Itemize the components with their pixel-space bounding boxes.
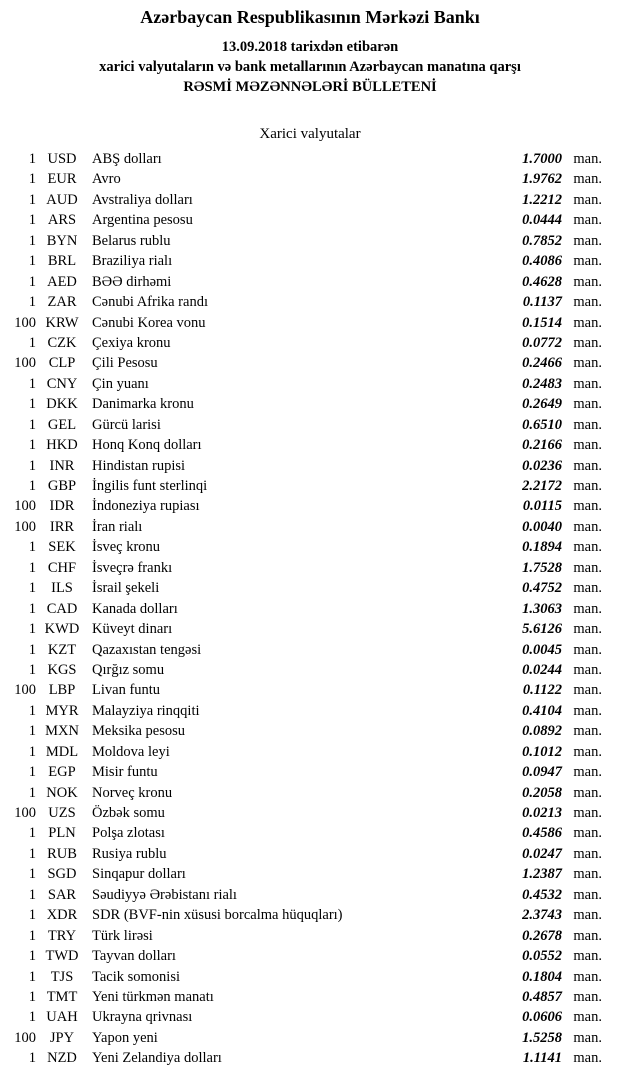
unit-label: man.: [573, 314, 602, 331]
quantity: 1: [28, 661, 36, 678]
quantity: 1: [28, 600, 36, 617]
rate-row: [4, 233, 602, 253]
rate-row: [4, 498, 602, 518]
unit-label: man.: [573, 784, 602, 801]
currency-name: Cənubi Korea vonu: [92, 314, 206, 331]
currency-name: İsveç kronu: [92, 539, 161, 556]
rate-value: 0.0606: [522, 1009, 562, 1026]
currency-code: MDL: [45, 743, 79, 760]
unit-label: man.: [573, 539, 602, 556]
currency-name: Yeni türkmən manatı: [92, 988, 214, 1005]
unit-label: man.: [573, 886, 602, 903]
quantity: 1: [28, 1050, 36, 1067]
rate-row: [4, 560, 602, 580]
quantity: 1: [28, 212, 36, 229]
currency-name: Honq Konq dolları: [92, 437, 202, 454]
currency-name: Malayziya rinqqiti: [92, 702, 200, 719]
currency-name: ABŞ dolları: [92, 151, 162, 167]
rate-value: 0.2466: [522, 355, 562, 372]
currency-name: Küveyt dinarı: [92, 621, 173, 638]
unit-label: man.: [573, 661, 602, 678]
quantity: 1: [28, 948, 36, 965]
currency-code: UZS: [48, 805, 76, 821]
currency-code: CAD: [46, 600, 78, 617]
quantity: 1: [28, 478, 36, 494]
rate-value: 0.0040: [522, 518, 562, 535]
currency-code: ZAR: [47, 294, 77, 311]
unit-label: man.: [573, 866, 602, 883]
currency-code: ILS: [51, 580, 73, 597]
currency-code: EGP: [48, 764, 76, 781]
unit-label: man.: [573, 805, 602, 821]
rate-row: [4, 396, 602, 416]
quantity: 1: [28, 988, 36, 1005]
currency-code: JPY: [49, 1029, 75, 1046]
quantity: 1: [28, 375, 36, 392]
rate-row: [4, 212, 602, 232]
currency-code: CLP: [48, 355, 76, 372]
quantity: 1: [28, 559, 36, 576]
currency-code: KRW: [45, 314, 79, 331]
quantity: 1: [28, 641, 36, 658]
quantity: 100: [14, 498, 36, 515]
quantity: 1: [28, 784, 36, 801]
currency-code: TMT: [46, 988, 78, 1005]
unit-label: man.: [573, 294, 602, 311]
unit-label: man.: [573, 702, 602, 719]
currency-name: Norveç kronu: [92, 784, 173, 801]
quantity: 1: [28, 743, 36, 760]
rate-value: 0.4857: [522, 988, 562, 1005]
rate-value: 0.1894: [522, 539, 562, 556]
rate-value: 0.4628: [522, 273, 562, 290]
unit-label: man.: [573, 416, 602, 433]
rate-value: 0.0244: [522, 661, 562, 678]
rate-value: 0.1804: [522, 968, 562, 985]
rate-row: [4, 1050, 602, 1070]
rate-row: [4, 887, 602, 907]
currency-code: KGS: [47, 661, 77, 678]
quantity: 1: [28, 232, 36, 249]
unit-label: man.: [573, 600, 602, 617]
quantity: 1: [28, 396, 36, 413]
unit-label: man.: [573, 723, 602, 740]
quantity: 1: [28, 416, 36, 433]
exchange-rates-table: [0, 151, 620, 1071]
currency-code: KWD: [44, 621, 80, 638]
rate-row: [4, 928, 602, 948]
rate-value: 0.0213: [522, 805, 562, 821]
rate-row: [4, 703, 602, 723]
currency-name: Qazaxıstan tengəsi: [92, 641, 202, 658]
rate-row: [4, 969, 602, 989]
quantity: 1: [28, 764, 36, 781]
currency-name: Livan funtu: [92, 682, 161, 699]
rate-value: 0.1122: [522, 682, 562, 699]
rate-value: 0.4532: [522, 886, 562, 903]
currency-name: Tayvan dolları: [92, 948, 176, 965]
rate-value: 1.2212: [522, 191, 562, 208]
quantity: 1: [28, 580, 36, 597]
currency-code: TWD: [45, 948, 79, 965]
rate-row: [4, 519, 602, 539]
currency-code: INR: [49, 457, 75, 474]
quantity: 1: [28, 171, 36, 188]
quantity: 1: [28, 457, 36, 474]
quantity: 1: [28, 702, 36, 719]
rate-row: [4, 315, 602, 335]
rate-row: [4, 948, 602, 968]
currency-code: HKD: [46, 437, 78, 454]
quantity: 1: [28, 968, 36, 985]
rate-value: 2.2172: [522, 478, 562, 494]
currency-code: KZT: [47, 641, 77, 658]
unit-label: man.: [573, 396, 602, 413]
rate-value: 0.2058: [522, 784, 562, 801]
rate-row: [4, 621, 602, 641]
rate-value: 1.3063: [522, 600, 562, 617]
currency-code: PLN: [48, 825, 76, 842]
quantity: 100: [14, 1029, 36, 1046]
currency-code: SAR: [47, 886, 77, 903]
unit-label: man.: [573, 845, 602, 862]
rate-value: 0.6510: [522, 416, 562, 433]
currency-code: TRY: [47, 927, 77, 944]
rate-value: 0.1012: [522, 743, 562, 760]
currency-code: MXN: [45, 723, 79, 740]
rate-row: [4, 1009, 602, 1029]
currency-name: Çili Pesosu: [92, 355, 158, 372]
rate-row: [4, 907, 602, 927]
currency-code: BYN: [46, 232, 78, 249]
rate-row: [4, 764, 602, 784]
rate-value: 5.6126: [522, 621, 562, 638]
rate-row: [4, 805, 602, 825]
rate-row: [4, 785, 602, 805]
quantity: 1: [28, 866, 36, 883]
unit-label: man.: [573, 1029, 602, 1046]
currency-name: Qırğız somu: [92, 661, 165, 678]
currency-name: Çexiya kronu: [92, 334, 171, 351]
rate-value: 1.2387: [522, 866, 562, 883]
currency-code: ARS: [47, 212, 77, 229]
quantity: 1: [28, 845, 36, 862]
rate-value: 0.1137: [522, 294, 562, 311]
currency-name: Avstraliya dolları: [92, 191, 193, 208]
rate-value: 1.7000: [522, 151, 562, 167]
rate-value: 1.1141: [522, 1050, 562, 1067]
quantity: 1: [28, 437, 36, 454]
currency-name: BƏƏ dirhəmi: [92, 273, 172, 290]
unit-label: man.: [573, 232, 602, 249]
unit-label: man.: [573, 253, 602, 270]
rate-row: [4, 723, 602, 743]
currency-name: Çin yuanı: [92, 375, 149, 392]
rate-row: [4, 151, 602, 171]
rate-value: 0.0236: [522, 457, 562, 474]
unit-label: man.: [573, 682, 602, 699]
unit-label: man.: [573, 518, 602, 535]
unit-label: man.: [573, 273, 602, 290]
currency-code: DKK: [46, 396, 78, 413]
currency-name: İngilis funt sterlinqi: [92, 478, 208, 494]
unit-label: man.: [573, 641, 602, 658]
currency-code: GEL: [47, 416, 77, 433]
currency-code: NOK: [46, 784, 78, 801]
currency-name: Yapon yeni: [92, 1029, 158, 1046]
currency-name: SDR (BVF-nin xüsusi borcalma hüquqları): [92, 907, 343, 924]
rate-row: [4, 294, 602, 314]
unit-label: man.: [573, 191, 602, 208]
rate-row: [4, 846, 602, 866]
quantity: 1: [28, 825, 36, 842]
quantity: 100: [14, 314, 36, 331]
currency-code: RUB: [47, 845, 77, 862]
rate-value: 0.0247: [522, 845, 562, 862]
bank-title: Azərbaycan Respublikasının Mərkəzi Bankı: [140, 7, 480, 27]
rate-value: 0.0045: [522, 641, 562, 658]
unit-label: man.: [573, 927, 602, 944]
rate-value: 0.0115: [522, 498, 562, 515]
currency-code: AED: [47, 273, 77, 290]
currency-name: Braziliya rialı: [92, 253, 173, 270]
rate-value: 0.0892: [522, 723, 562, 740]
currency-name: Rusiya rublu: [92, 845, 167, 862]
currency-name: Avro: [92, 171, 121, 188]
rate-value: 1.7528: [522, 559, 562, 576]
unit-label: man.: [573, 907, 602, 924]
currency-name: Hindistan rupisi: [92, 457, 186, 474]
rate-value: 0.4752: [522, 580, 562, 597]
currency-name: Belarus rublu: [92, 232, 171, 249]
date-line: 13.09.2018 tarixdən etibarən: [221, 39, 399, 55]
currency-name: Danimarka kronu: [92, 396, 194, 413]
rate-row: [4, 335, 602, 355]
quantity: 1: [28, 1009, 36, 1026]
quantity: 1: [28, 151, 36, 167]
unit-label: man.: [573, 498, 602, 515]
rate-value: 2.3743: [522, 907, 562, 924]
currency-name: İran rialı: [92, 518, 143, 535]
currency-name: İndoneziya rupiası: [92, 498, 200, 515]
rate-value: 0.2649: [522, 396, 562, 413]
quantity: 100: [14, 682, 36, 699]
rate-row: [4, 1030, 602, 1050]
currency-name: Gürcü larisi: [92, 416, 161, 433]
currency-name: İsrail şekeli: [92, 580, 160, 597]
rate-value: 1.5258: [522, 1029, 562, 1046]
quantity: 1: [28, 273, 36, 290]
rate-value: 0.0552: [522, 948, 562, 965]
unit-label: man.: [573, 968, 602, 985]
unit-label: man.: [573, 212, 602, 229]
rate-value: 0.1514: [522, 314, 562, 331]
currency-code: IRR: [49, 518, 75, 535]
currency-name: Misir funtu: [92, 764, 158, 781]
currency-name: İsveçrə frankı: [92, 559, 173, 576]
rate-row: [4, 601, 602, 621]
unit-label: man.: [573, 151, 602, 167]
currency-code: GBP: [47, 478, 77, 494]
rate-row: [4, 580, 602, 600]
currency-code: BRL: [47, 253, 77, 270]
currency-code: CZK: [47, 334, 77, 351]
currency-code: IDR: [49, 498, 75, 515]
rate-row: [4, 355, 602, 375]
unit-label: man.: [573, 559, 602, 576]
rate-value: 0.4104: [522, 702, 562, 719]
quantity: 1: [28, 723, 36, 740]
subtitle-line: xarici valyutaların və bank metallarının Azərbaycan manatına qarşı: [99, 59, 521, 75]
rate-row: [4, 192, 602, 212]
quantity: 1: [28, 907, 36, 924]
rate-row: [4, 437, 602, 457]
rate-row: [4, 662, 602, 682]
unit-label: man.: [573, 1050, 602, 1067]
rate-row: [4, 171, 602, 191]
currency-name: Meksika pesosu: [92, 723, 186, 740]
quantity: 100: [14, 518, 36, 535]
quantity: 1: [28, 253, 36, 270]
unit-label: man.: [573, 988, 602, 1005]
rate-value: 0.4586: [522, 825, 562, 842]
currency-code: CHF: [47, 559, 77, 576]
unit-label: man.: [573, 1009, 602, 1026]
quantity: 100: [14, 355, 36, 372]
quantity: 100: [14, 805, 36, 821]
rate-value: 1.9762: [522, 171, 562, 188]
currency-name: Türk lirəsi: [92, 927, 153, 944]
rate-value: 0.0772: [522, 334, 562, 351]
rate-row: [4, 458, 602, 478]
section-title-foreign-currencies: Xarici valyutalar: [259, 126, 361, 142]
rate-value: 0.7852: [522, 232, 562, 249]
currency-code: LBP: [48, 682, 76, 699]
rate-row: [4, 682, 602, 702]
currency-name: Tacik somonisi: [92, 968, 180, 985]
currency-code: UAH: [46, 1009, 78, 1026]
currency-code: USD: [47, 151, 77, 167]
unit-label: man.: [573, 334, 602, 351]
unit-label: man.: [573, 948, 602, 965]
rate-row: [4, 825, 602, 845]
currency-code: SEK: [48, 539, 76, 556]
rate-row: [4, 376, 602, 396]
currency-name: Kanada dolları: [92, 600, 178, 617]
unit-label: man.: [573, 621, 602, 638]
rate-value: 0.2678: [522, 927, 562, 944]
unit-label: man.: [573, 171, 602, 188]
currency-name: Polşa zlotası: [92, 825, 165, 842]
rate-row: [4, 274, 602, 294]
rate-value: 0.2483: [522, 375, 562, 392]
unit-label: man.: [573, 437, 602, 454]
currency-code: XDR: [46, 907, 78, 924]
unit-label: man.: [573, 478, 602, 494]
rate-row: [4, 539, 602, 559]
currency-name: Sinqapur dolları: [92, 866, 186, 883]
currency-code: SGD: [47, 866, 77, 883]
currency-code: AUD: [46, 191, 78, 208]
unit-label: man.: [573, 375, 602, 392]
rate-row: [4, 478, 602, 498]
rate-row: [4, 417, 602, 437]
unit-label: man.: [573, 457, 602, 474]
rate-row: [4, 642, 602, 662]
rate-value: 0.4086: [522, 253, 562, 270]
rate-row: [4, 989, 602, 1009]
rate-row: [4, 866, 602, 886]
unit-label: man.: [573, 743, 602, 760]
unit-label: man.: [573, 580, 602, 597]
currency-name: Cənubi Afrika randı: [92, 294, 208, 311]
unit-label: man.: [573, 355, 602, 372]
currency-name: Ukrayna qrivnası: [92, 1009, 193, 1026]
rate-row: [4, 744, 602, 764]
rate-value: 0.0947: [522, 764, 562, 781]
currency-code: TJS: [50, 968, 74, 985]
currency-code: CNY: [46, 375, 78, 392]
quantity: 1: [28, 539, 36, 556]
quantity: 1: [28, 621, 36, 638]
quantity: 1: [28, 294, 36, 311]
unit-label: man.: [573, 825, 602, 842]
quantity: 1: [28, 927, 36, 944]
currency-code: NZD: [47, 1050, 77, 1067]
rate-value: 0.2166: [522, 437, 562, 454]
currency-name: Moldova leyi: [92, 743, 170, 760]
currency-name: Argentina pesosu: [92, 212, 193, 229]
rate-row: [4, 253, 602, 273]
currency-name: Özbək somu: [92, 805, 165, 821]
rate-value: 0.0444: [522, 212, 562, 229]
quantity: 1: [28, 886, 36, 903]
currency-code: EUR: [47, 171, 77, 188]
bulletin-title: RƏSMİ MƏZƏNNƏLƏRİ BÜLLETENİ: [183, 79, 437, 95]
currency-code: MYR: [45, 702, 79, 719]
quantity: 1: [28, 334, 36, 351]
currency-name: Yeni Zelandiya dolları: [92, 1050, 222, 1067]
unit-label: man.: [573, 764, 602, 781]
currency-name: Səudiyyə Ərəbistanı rialı: [92, 886, 237, 903]
quantity: 1: [28, 191, 36, 208]
